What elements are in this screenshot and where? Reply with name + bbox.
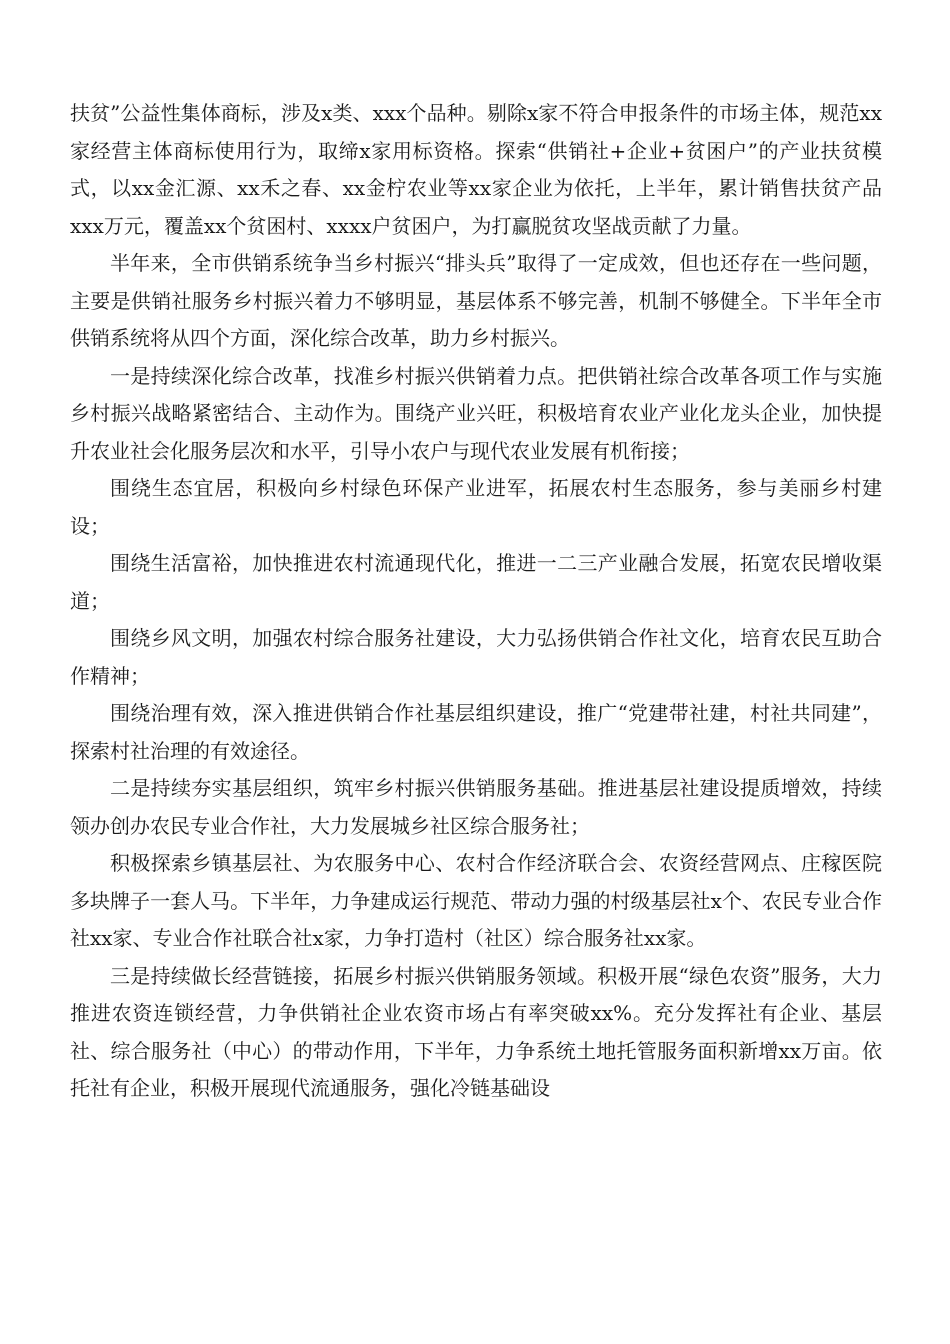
paragraph: 围绕治理有效，深入推进供销合作社基层组织建设，推广“党建带社建，村社共同建”，探索村社治理的有效途径。	[70, 701, 882, 763]
paragraph: 三是持续做长经营链接，拓展乡村振兴供销服务领域。积极开展“绿色农资”服务，大力推进农资连锁经营，力争供销社企业农资市场占有率突破xx%。充分发挥社有企业、基层社、综合服务社（中心）的带动作用，下半年，力争系统土地托管服务面积新增xx万亩。依托社有企业，积极开展现代流通服务，强化冷链基础设	[70, 963, 882, 1100]
paragraph: 半年来，全市供销系统争当乡村振兴“排头兵”取得了一定成效，但也还存在一些问题，主要是供销社服务乡村振兴着力不够明显，基层体系不够完善，机制不够健全。下半年全市供销系统将从四个方面，深化综合改革，助力乡村振兴。	[70, 251, 882, 350]
paragraph: 积极探索乡镇基层社、为农服务中心、农村合作经济联合会、农资经营网点、庄稼医院多块牌子一套人马。下半年，力争建成运行规范、带动力强的村级基层社x个、农民专业合作社xx家、专业合作社联合社x家，力争打造村（社区）综合服务社xx家。	[70, 851, 882, 950]
document-body	[70, 95, 882, 1108]
paragraph: 围绕生活富裕，加快推进农村流通现代化，推进一二三产业融合发展，拓宽农民增收渠道；	[70, 551, 882, 613]
paragraph: 围绕生态宜居，积极向乡村绿色环保产业进军，拓展农村生态服务，参与美丽乡村建设；	[70, 476, 882, 538]
paragraph: 围绕乡风文明，加强农村综合服务社建设，大力弘扬供销合作社文化，培育农民互助合作精神；	[70, 626, 882, 688]
paragraph: 扶贫”公益性集体商标，涉及x类、xxx个品种。剔除x家不符合申报条件的市场主体，规范xx家经营主体商标使用行为，取缔x家用标资格。探索“供销社+企业+贫困户”的产业扶贫模式，以xx金汇源、xx禾之春、xx金柠农业等xx家企业为依托，上半年，累计销售扶贫产品xxx万元，覆盖xx个贫困村、xxxx户贫困户，为打赢脱贫攻坚战贡献了力量。	[70, 101, 882, 238]
paragraph: 二是持续夯实基层组织，筑牢乡村振兴供销服务基础。推进基层社建设提质增效，持续领办创办农民专业合作社，大力发展城乡社区综合服务社；	[70, 776, 882, 838]
paragraph: 一是持续深化综合改革，找准乡村振兴供销着力点。把供销社综合改革各项工作与实施乡村振兴战略紧密结合、主动作为。围绕产业兴旺，积极培育农业产业化龙头企业，加快提升农业社会化服务层次和水平，引导小农户与现代农业发展有机衔接；	[70, 363, 882, 463]
